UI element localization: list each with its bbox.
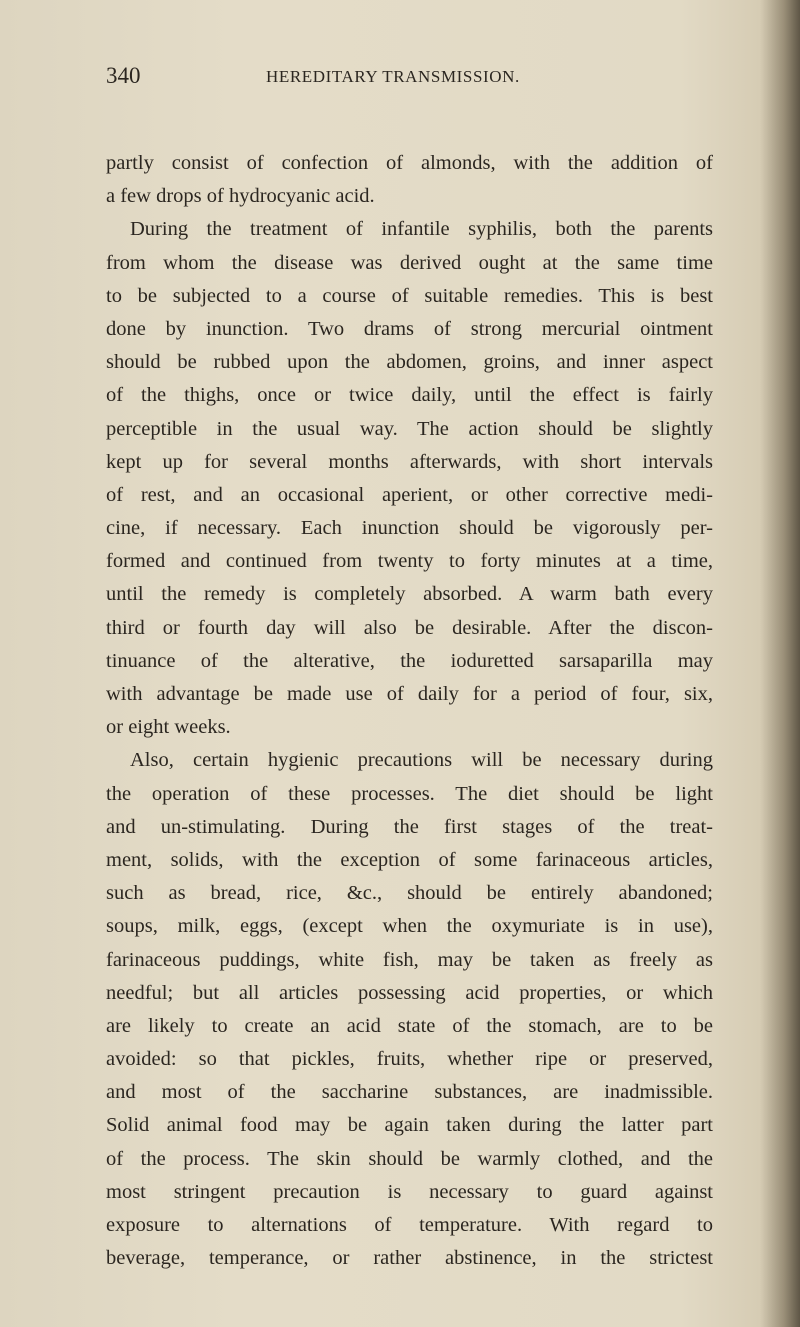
text-line: to be subjected to a course of suitable remedies. This is best [106,284,713,307]
text-line: of rest, and an occasional aperient, or other corrective medi- [106,483,713,506]
text-line: needful; but all articles possessing acid properties, or which [106,981,713,1004]
text-line: third or fourth day will also be desirable. After the discon- [106,616,713,639]
text-line: should be rubbed upon the abdomen, groins, and inner aspect [106,351,713,374]
text-line: perceptible in the usual way. The action should be slightly [106,417,713,440]
text-line: and most of the saccharine substances, are inadmissible. [106,1081,713,1104]
text-line: of the thighs, once or twice daily, until the effect is fairly [106,384,713,407]
page-number: 340 [106,63,141,88]
text-line: cine, if necessary. Each inunction should be vigorously per- [106,517,713,540]
text-line: During the treatment of infantile syphilis, both the parents [130,218,713,241]
text-line: until the remedy is completely absorbed. A warm bath every [106,583,713,606]
text-line: ment, solids, with the exception of some farinaceous articles, [106,848,713,871]
running-head: HEREDITARY TRANSMISSION. [266,67,520,86]
text-line: exposure to alternations of temperature. With regard to [106,1214,713,1236]
text-line: such as bread, rice, &c., should be entirely abandoned; [106,882,713,905]
text-line: from whom the disease was derived ought at the same time [106,251,713,274]
text-line: the operation of these processes. The diet should be light [106,782,713,805]
text-line: kept up for several months afterwards, with short intervals [106,450,713,473]
text-line: a few drops of hydrocyanic acid. [106,185,375,208]
text-line: Also, certain hygienic precautions will be necessary during [130,749,713,772]
text-line: or eight weeks. [106,716,231,739]
text-line: partly consist of confection of almonds, with the addition of [106,152,713,174]
page-header [106,63,713,97]
text-line: formed and continued from twenty to forty minutes at a time, [106,550,713,573]
text-line: farinaceous puddings, white fish, may be taken as freely as [106,948,713,971]
text-line: tinuance of the alterative, the ioduretted sarsaparilla may [106,649,713,672]
text-line: beverage, temperance, or rather abstinence, in the strictest [106,1247,713,1270]
text-line: avoided: so that pickles, fruits, whether ripe or preserved, [106,1048,713,1071]
text-line: soups, milk, eggs, (except when the oxymuriate is in use), [106,915,713,938]
text-line: done by inunction. Two drams of strong mercurial ointment [106,317,713,340]
text-line: of the process. The skin should be warmly clothed, and the [106,1147,713,1170]
text-line: and un-stimulating. During the first stages of the treat- [106,815,713,838]
text-line: with advantage be made use of daily for a period of four, six, [106,683,713,705]
text-line: Solid animal food may be again taken during the latter part [106,1114,713,1137]
text-line: most stringent precaution is necessary to guard against [106,1180,713,1203]
body-text [106,147,713,1275]
text-line: are likely to create an acid state of the stomach, are to be [106,1014,713,1037]
